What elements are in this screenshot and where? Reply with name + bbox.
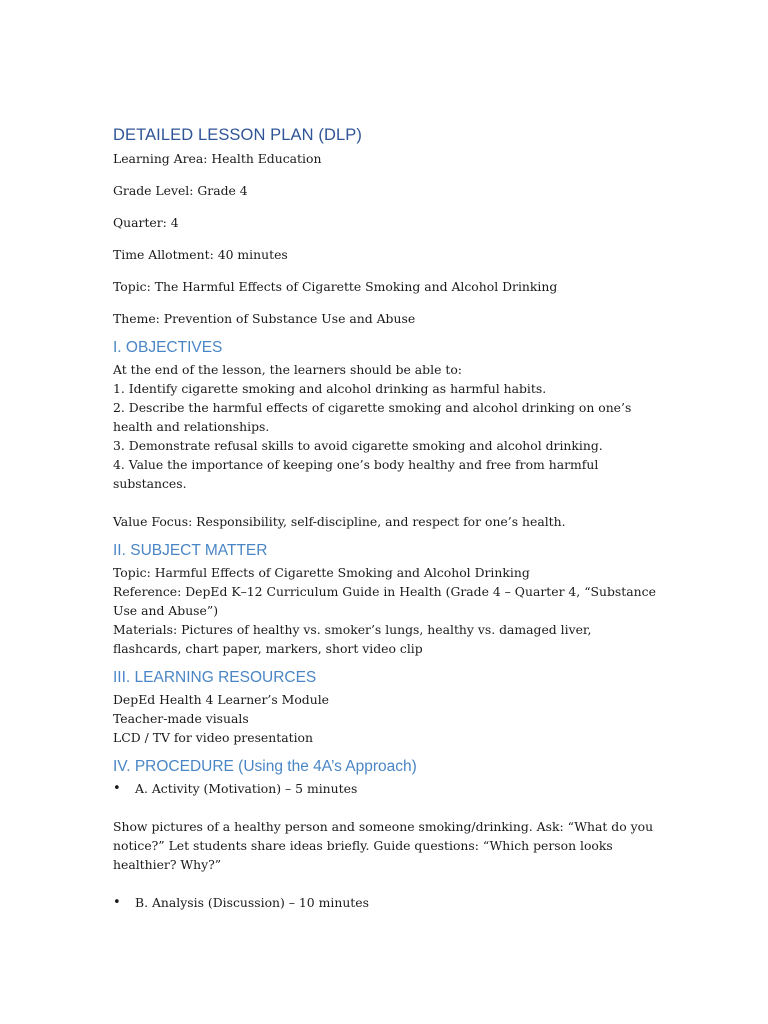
- objective-item: 4. Value the importance of keeping one’s body healthy and free from harmful substances.: [113, 457, 599, 491]
- lesson-meta: [113, 149, 658, 328]
- subject-matter-heading: II. SUBJECT MATTER: [113, 542, 268, 559]
- learning-resources-heading: III. LEARNING RESOURCES: [113, 669, 317, 686]
- lesson-theme: Theme: Prevention of Substance Use and Abuse: [113, 311, 416, 326]
- quarter: Quarter: 4: [113, 215, 179, 230]
- activity-label: A. Activity (Motivation) – 5 minutes: [135, 781, 358, 796]
- objectives-heading: I. OBJECTIVES: [113, 339, 223, 356]
- objective-item: 2. Describe the harmful effects of cigarette smoking and alcohol drinking on one’s health and relationships.: [113, 400, 632, 434]
- objective-item: 3. Demonstrate refusal skills to avoid cigarette smoking and alcohol drinking.: [113, 438, 603, 453]
- bullet-item-analysis: [113, 893, 658, 912]
- value-focus: Value Focus: Responsibility, self-discipline, and respect for one’s health.: [113, 514, 566, 529]
- subject-matter-section: [113, 541, 658, 658]
- bullet-icon: •: [113, 895, 121, 910]
- learning-area: Learning Area: Health Education: [113, 151, 322, 166]
- objectives-section: [113, 338, 658, 531]
- procedure-heading: IV. PROCEDURE (Using the 4A’s Approach): [113, 758, 417, 775]
- subject-topic: Topic: Harmful Effects of Cigarette Smoking and Alcohol Drinking: [113, 565, 530, 580]
- analysis-label: B. Analysis (Discussion) – 10 minutes: [135, 895, 369, 910]
- grade-level: Grade Level: Grade 4: [113, 183, 248, 198]
- subject-reference: Reference: DepEd K–12 Curriculum Guide in Health (Grade 4 – Quarter 4, “Substance Use and Abuse”): [113, 584, 656, 618]
- document-title: DETAILED LESSON PLAN (DLP): [113, 126, 362, 144]
- activity-text: Show pictures of a healthy person and someone smoking/drinking. Ask: “What do you notice?” Let students share ideas briefly. Guide questions: “Which person looks healthier? Why?”: [113, 819, 654, 872]
- bullet-icon: •: [113, 781, 121, 796]
- document-page: [113, 124, 658, 912]
- resource-item: Teacher-made visuals: [113, 711, 249, 726]
- procedure-section: [113, 757, 658, 912]
- subject-materials: Materials: Pictures of healthy vs. smoker’s lungs, healthy vs. damaged liver, flashcards, chart paper, markers, short video clip: [113, 622, 592, 656]
- resource-item: DepEd Health 4 Learner’s Module: [113, 692, 330, 707]
- resource-item: LCD / TV for video presentation: [113, 730, 313, 745]
- bullet-item-activity: [113, 779, 658, 798]
- objective-item: 1. Identify cigarette smoking and alcohol drinking as harmful habits.: [113, 381, 547, 396]
- learning-resources-section: [113, 668, 658, 747]
- objectives-intro: At the end of the lesson, the learners should be able to:: [113, 362, 462, 377]
- lesson-topic: Topic: The Harmful Effects of Cigarette Smoking and Alcohol Drinking: [113, 279, 558, 294]
- time-allotment: Time Allotment: 40 minutes: [113, 247, 288, 262]
